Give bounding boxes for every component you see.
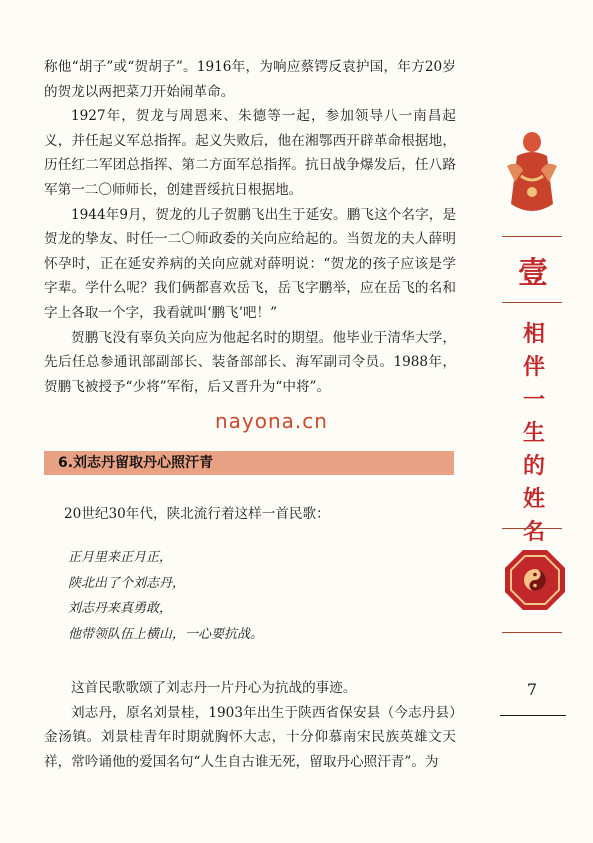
chapter-title bbox=[514, 318, 554, 549]
paragraph: 贺鹏飞没有辜负关向应为他起名时的期望。他毕业于清华大学，先后任总参通讯部副部长、装备部部长、海军副司令员。1988年，贺鹏飞被授予“少将”军衔，后又晋升为“中将”。 bbox=[44, 329, 456, 395]
chapter-title-char: 姓 bbox=[522, 487, 545, 512]
body-text-top bbox=[44, 55, 456, 399]
chapter-number: 壹 bbox=[518, 256, 548, 291]
section-heading: 6.刘志丹留取丹心照汗青 bbox=[44, 451, 454, 475]
chapter-title-char: 一 bbox=[522, 388, 545, 413]
decorative-figure-icon bbox=[503, 126, 561, 226]
paragraph: 1927年，贺龙与周恩来、朱德等一起，参加领导八一南昌起义，并任起义军总指挥。起义失败后，他在湘鄂西开辟革命根据地，历任红二军团总指挥、第二方面军总指挥。抗日战争爆发后，任八路军第一二〇师师长，创建晋绥抗日根据地。 bbox=[44, 108, 456, 198]
chapter-title-char: 生 bbox=[522, 421, 545, 446]
folk-song-poem bbox=[68, 545, 448, 647]
bagua-seal-icon bbox=[503, 548, 567, 612]
sidebar-rule bbox=[502, 302, 562, 303]
watermark: nayona.cn bbox=[215, 409, 328, 433]
paragraph: 1944年9月，贺龙的儿子贺鹏飞出生于延安。鹏飞这个名字，是贺龙的挚友、时任一二〇师政委的关向应给起的。当贺龙的夫人薛明怀孕时，正在延安养病的关向应就对薛明说：“贺龙的孩子应该是学字辈。学什么呢？我们俩都喜欢岳飞，岳飞字鹏举，应在岳飞的名和字上各取一个字，我看就叫‘鹏飞’吧！” bbox=[44, 206, 456, 321]
page-number: 7 bbox=[526, 680, 538, 699]
page-number-rule bbox=[500, 715, 566, 716]
chapter-title-char: 伴 bbox=[522, 355, 545, 380]
chapter-title-char: 名 bbox=[522, 520, 545, 545]
poem-line: 正月里来正月正， bbox=[68, 550, 173, 565]
paragraph: 称他“胡子”或“贺胡子”。1916年，为响应蔡锷反袁护国，年方20岁的贺龙以两把菜刀开始闹革命。 bbox=[44, 59, 456, 100]
chapter-title-char: 相 bbox=[522, 322, 545, 347]
paragraph: 刘志丹，原名刘景桂，1903年出生于陕西省保安县（今志丹县）金汤镇。刘景桂青年时期就胸怀大志，十分仰慕南宋民族英雄文天祥，常吟诵他的爱国名句“人生自古谁无死，留取丹心照汗青”。为 bbox=[44, 704, 456, 770]
sidebar-rule bbox=[502, 528, 562, 529]
poem-line: 刘志丹来真勇敢， bbox=[68, 601, 173, 616]
poem-line: 他带领队伍上横山，一心要抗战。 bbox=[68, 626, 264, 642]
sidebar-rule bbox=[502, 236, 562, 237]
intro-line: 20世纪30年代，陕北流行着这样一首民歌： bbox=[64, 506, 330, 522]
chapter-title-char: 的 bbox=[522, 454, 545, 479]
paragraph: 这首民歌歌颂了刘志丹一片丹心为抗战的事迹。 bbox=[71, 680, 357, 696]
body-text-bottom bbox=[44, 676, 456, 774]
sidebar-rule bbox=[502, 632, 562, 633]
poem-line: 陕北出了个刘志丹， bbox=[68, 575, 186, 591]
